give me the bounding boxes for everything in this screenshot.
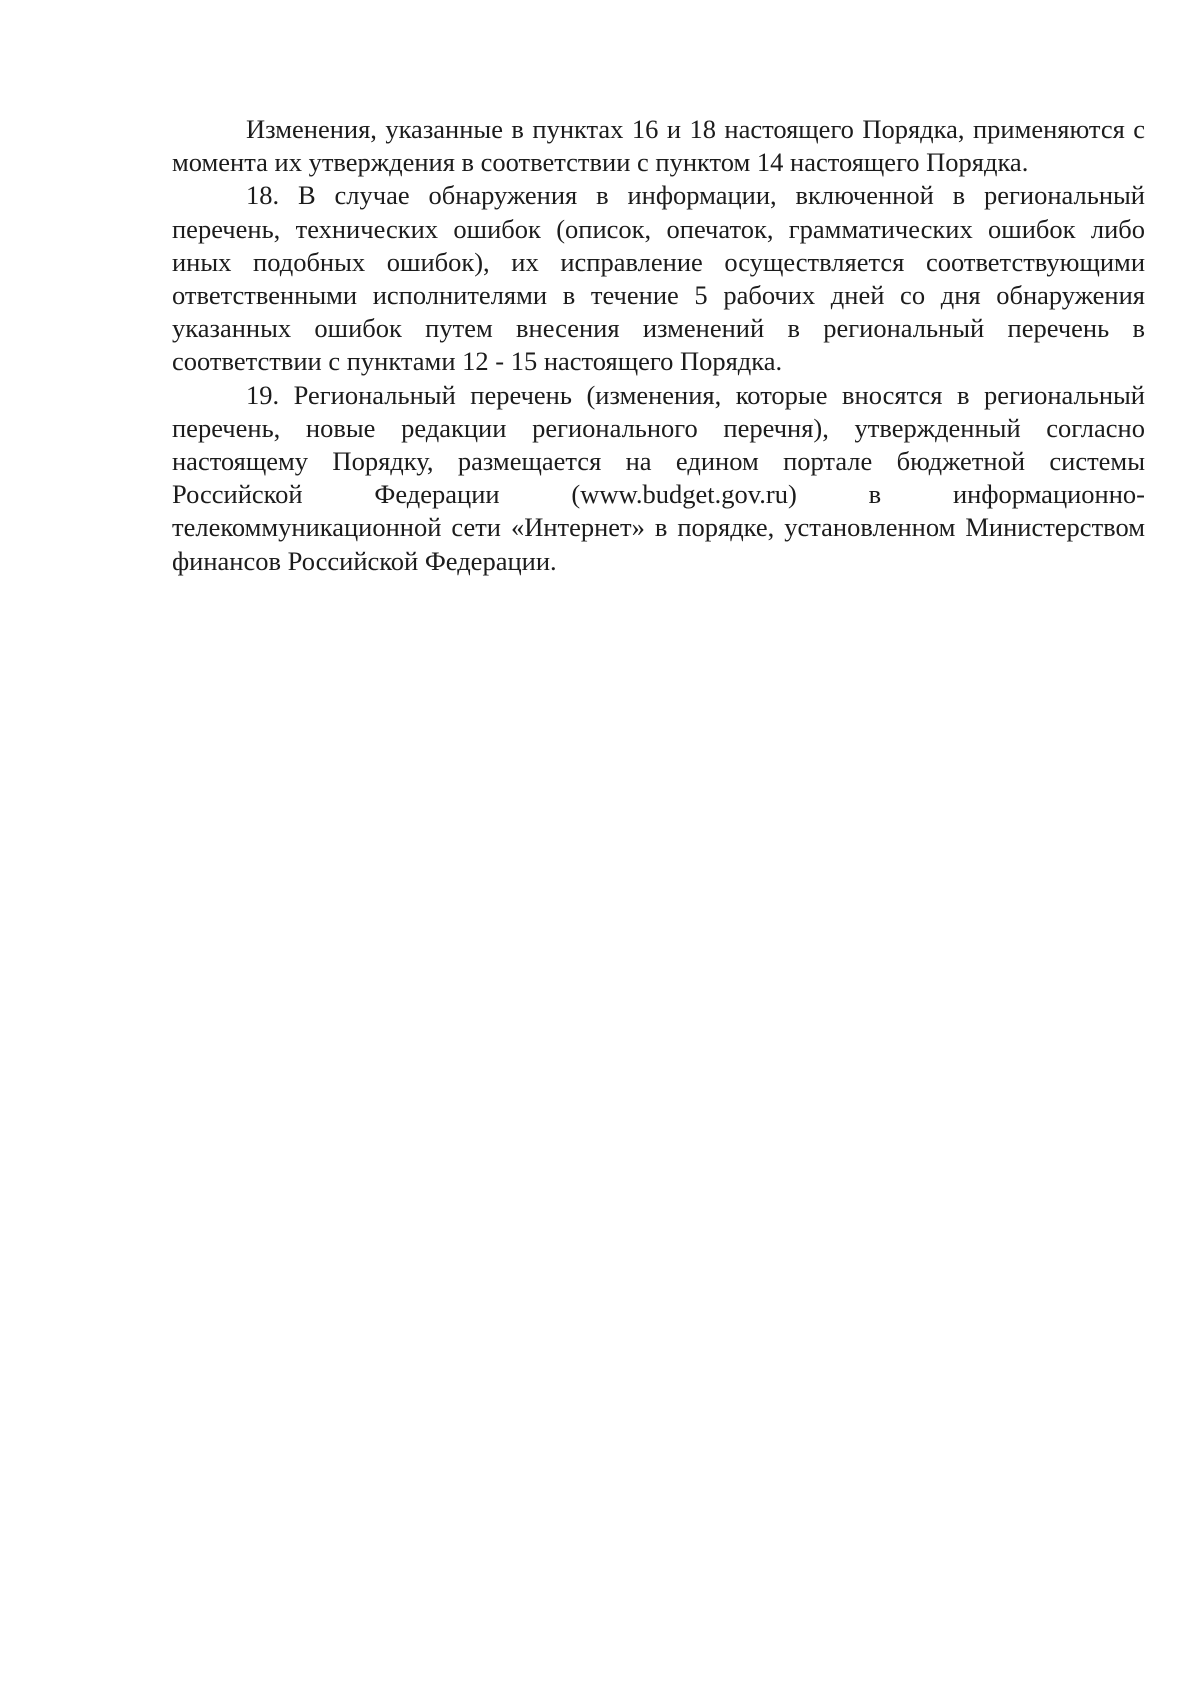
paragraph-18-technical-errors: 18. В случае обнаружения в информации, включенной в региональный перечень, технических ошибок (описок, опечаток, грамматических ошибок либо иных подобных ошибок), их исправление осуществляется соответствующими ответственными исполнителями в течение 5 рабочих дней со дня обнаружения указанных ошибок путем внесения изменений в региональный перечень в соответствии с пунктами 12 - 15 настоящего Порядка. bbox=[172, 180, 1145, 377]
document-body bbox=[172, 113, 1145, 578]
paragraph-19-publication: 19. Региональный перечень (изменения, которые вносятся в региональный перечень, новые редакции регионального перечня), утвержденный согласно настоящему Порядку, размещается на едином портале бюджетной системы Российской Федерации (www.budget.gov.ru) в информационно-телекоммуникационной сети «Интернет» в порядке, установленном Министерством финансов Российской Федерации. bbox=[172, 379, 1145, 576]
paragraph-changes-application: Изменения, указанные в пунктах 16 и 18 настоящего Порядка, применяются с момента их утверждения в соответствии с пунктом 14 настоящего Порядка. bbox=[172, 114, 1145, 178]
